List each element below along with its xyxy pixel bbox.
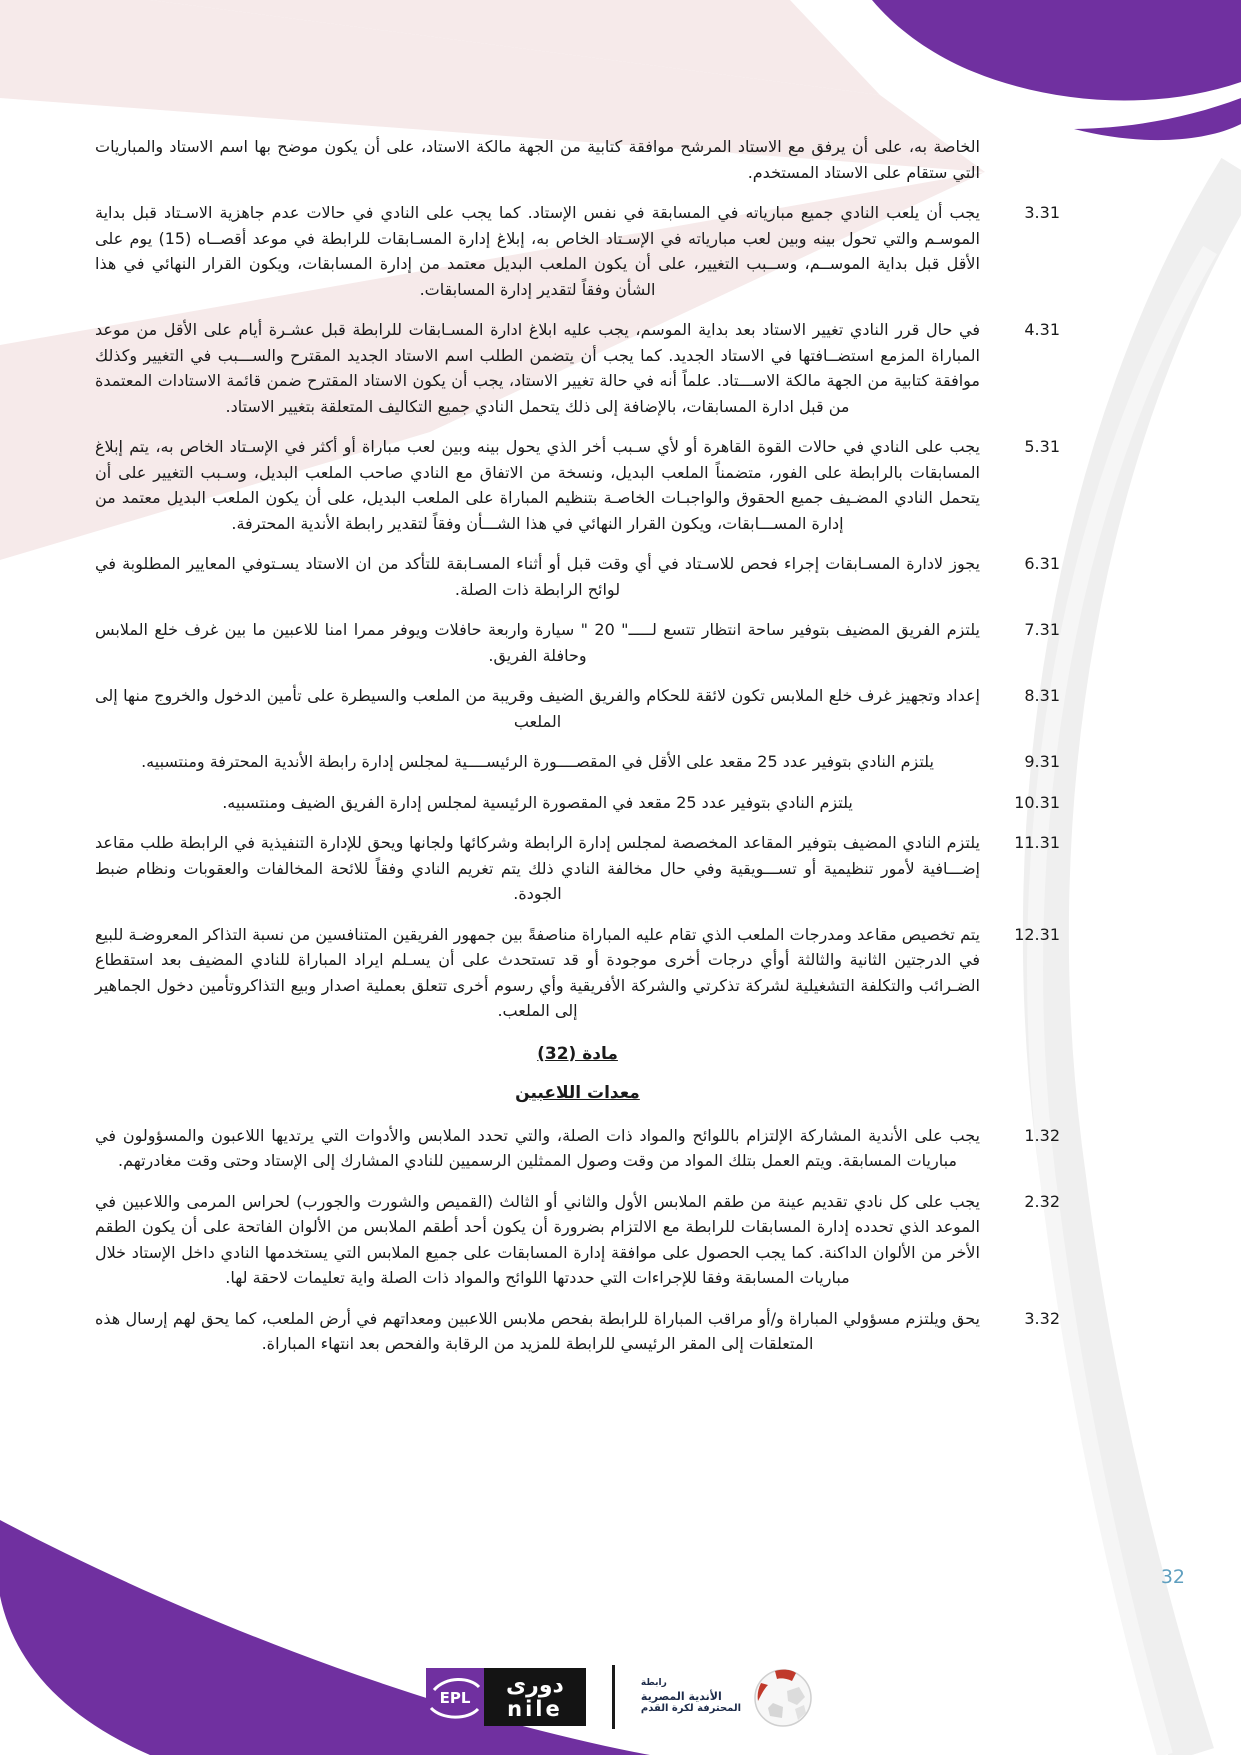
clause-number: 1.32 — [1024, 1125, 1060, 1145]
clause-item — [95, 434, 1060, 536]
clause-text: يلتزم الفريق المضيف بتوفير ساحة انتظار تتسع لـــــ" 20 " سيارة واربعة حافلات ويوفر ممرا امنا للاعبين ما بين غرف خلع الملابس وحافلة الفريق. — [95, 620, 981, 665]
clause-text: يتم تخصيص مقاعد ومدرجات الملعب الذي تقام عليه المباراة مناصفةً بين جمهور الفريقين المتنافسين من نسبة التذاكر المعروضـة للبيع في الدرجتين الثانية والثالثة أوأي درجات أخرى موجودة أو قد تستحدث على أن يسـلم ايراد المباراة للنادي المضيف بعد استقطاع الضـرائب والتكلفة التشغيلية لشركة تذكرتي والشركة الأفريقية وأي رسوم أخرى تتعلق بعملية اصدار وبيع التذاكروتأمين دخول الجماهير إلى الملعب. — [95, 924, 980, 1020]
clause-item — [95, 1189, 1060, 1291]
footer-logos — [0, 1665, 1241, 1729]
epl-crest-icon — [426, 1668, 484, 1726]
intro-paragraph: الخاصة به، على أن يرفق مع الاستاد المرشح موافقة كتابية من الجهة مالكة الاستاد، على أن يكون موضح بها اسم الاستاد والمباريات التي ستقام على الاستاد المستخدم. — [95, 137, 980, 182]
football-icon — [751, 1665, 815, 1729]
association-name-line1: رابطة — [640, 1678, 667, 1689]
league-word-arabic: دورى — [506, 1672, 564, 1698]
clause-text: إعداد وتجهيز غرف خلع الملابس تكون لائقة للحكام والفريق الضيف وقريبة من الملعب والسيطرة على تأمين الدخول والخروج منها إلى الملعب — [95, 686, 980, 731]
purple-top-right-shape — [872, 0, 1241, 140]
association-name — [641, 1678, 741, 1716]
article-32-subheading: معدات اللاعبين — [515, 1083, 640, 1103]
clause-number: 7.31 — [1024, 620, 1060, 639]
clause-item — [95, 830, 1060, 907]
clause-number: 5.31 — [1024, 437, 1060, 456]
clause-text: يلتزم النادي المضيف بتوفير المقاعد المخصصة لمجلس إدارة الرابطة وشركائها ولجانها ويحق للإدارة التنفيذية في الرابطة طلب مقاعد إضـــافية لأمور تنظيمية أو تســـويقية وفي حال مخالفة النادي ذلك يتم تغريم النادي وفقاً للائحة المخالفات والعقوبات ونظام ضبط الجودة. — [95, 833, 980, 903]
doury-nile-wordmark — [484, 1668, 586, 1726]
association-name-line2: الأندية المصرية — [640, 1689, 722, 1703]
clause-number: 3.32 — [1024, 1308, 1060, 1328]
clause-text: يلتزم النادي بتوفير عدد 25 مقعد في المقصورة الرئيسية لمجلس إدارة الفريق الضيف ومنتسبيه. — [222, 792, 853, 812]
clause-item — [95, 749, 1060, 775]
clause-item — [95, 317, 1060, 419]
clause-text: يجوز لادارة المسـابقات إجراء فحص للاسـتاد في أي وقت قبل أو أثناء المسـابقة للتأكد من ان الاستاد يسـتوفي المعايير المطلوبة في لوائح الرابطة ذات الصلة. — [95, 554, 980, 599]
clause-text: يحق ويلتزم مسؤولي المباراة و/أو مراقب المباراة للرابطة بفحص ملابس اللاعبين ومعداتهم في أرض الملعب، كما يحق لهم إرسال هذه المتعلقات إلى المقر الرئيسي للرابطة للمزيد من الرقابة والفحص بعد انتهاء المباراة. — [95, 1308, 980, 1353]
clause-number: 11.31 — [1014, 833, 1060, 852]
gray-ribbon-shape — [1035, 170, 1241, 1755]
epl-badge-text: EPL — [439, 1689, 471, 1707]
clause-item — [95, 617, 1060, 668]
clause-text: في حال قرر النادي تغيير الاستاد بعد بداية الموسم، يجب عليه ابلاغ ادارة المسـابقات للرابطة قبل عشـرة أيام على الأقل من موعد المباراة المزمع استضــافتها في الاستاد الجديد. كما يجب أن يتضمن الطلب اسم الاستاد الجديد المقترح والســـبب في التغيير وكذلك موافقة كتابية من الجهة مالكة الاســـتاد. علماً أنه في حالة تغيير الاستاد، يجب أن يكون الاستاد المقترح ضمن قائمة الاستادات المعتمدة من قبل ادارة المسابقات، بالإضافة إلى ذلك يتحمل النادي جميع التكاليف المتعلقة بتغيير الاستاد. — [95, 320, 980, 416]
clause-item — [95, 1123, 1060, 1174]
clause-text: يجب أن يلعب النادي جميع مبارياته في المسابقة في نفس الإستاد. كما يجب على النادي في حالات عدم جاهزية الاسـتاد قبل بداية الموسـم والتي تحول بينه وبين لعب مبارياته في الإسـتاد الخاص به، إبلاغ إدارة المسـابقات للرابطة في موعد أقصــاه (15) يوم على الأقل قبل بداية الموســم، وســبب التغيير، على أن يكون الملعب البديل معتمد من إدارة المسابقات، ويكون القرار النهائي في هذا الشأن وفقاً لتقدير إدارة المسابقات. — [95, 203, 980, 299]
clause-item — [95, 551, 1060, 602]
clause-item — [95, 1306, 1060, 1357]
clause-number: 4.31 — [1024, 320, 1060, 339]
clause-item — [95, 790, 1060, 816]
clause-number: 9.31 — [1024, 752, 1060, 771]
clause-number: 6.31 — [1024, 554, 1060, 573]
clause-item — [95, 922, 1060, 1024]
clause-text: يجب على الأندية المشاركة الإلتزام باللوائح والمواد ذات الصلة، والتي تحدد الملابس والأدوات التي يرتديها اللاعبون والمسؤولون في مباريات المسابقة. ويتم العمل بتلك المواد من وقت وصول الممثلين الرسميين للنادي المشارك إلى الإستاد وحتى وقت مغادرتهم. — [95, 1125, 980, 1170]
clause-text: يجب على النادي في حالات القوة القاهرة أو لأي سـبب أخر الذي يحول بينه وبين لعب مباراة أو أكثر في الإسـتاد الخاص به، يتم إبلاغ المسابقات بالرابطة على الفور، متضمناً الملعب البديل، ونسخة من الاتفاق مع النادي صاحب الملعب البديل، وسـبب التغيير على أن يتحمل النادي المضـيف جميع الحقوق والواجبـات الخاصـة بتنظيم المباراة على الملعب البديل، على أن يكون الملعب البديل معتمد من إدارة المســـابقات، ويكون القرار النهائي في هذا الشـــأن وفقاً لتقدير رابطة الأندية المحترفة. — [95, 437, 980, 533]
page-number: 32 — [1160, 1566, 1185, 1588]
clause-text: يلتزم النادي بتوفير عدد 25 مقعد على الأقل في المقصــــورة الرئيســــية لمجلس إدارة رابطة الأندية المحترفة ومنتسبيه. — [141, 752, 934, 771]
page-content — [95, 134, 1060, 1372]
league-word-latin: nile — [507, 1696, 563, 1721]
clause-number: 2.32 — [1024, 1191, 1060, 1211]
epl-nile-league-logo — [426, 1668, 586, 1726]
article-32-list — [95, 1123, 1060, 1357]
article-31-list — [95, 200, 1060, 1024]
article-32-heading: مادة (32) — [537, 1043, 618, 1064]
clause-text: يجب على كل نادي تقديم عينة من طقم الملابس الأول والثاني أو الثالث (القميص والشورت والجورب) لحراس المرمى واللاعبين في الموعد الذي تحدده إدارة المسابقات للرابطة مع الالتزام بضرورة أن يكون أحد أطقم الملابس من الألوان الفاتحة على أن يكون الطقم الأخر من الألوان الداكنة. كما يجب الحصول على موافقة إدارة المسابقات على جميع الملابس التي يستخدمها النادي داخل الإستاد خلال مباريات المسابقة وفقا للإجراءات التي حددتها اللوائح والمواد ذات الصلة واية تعليمات لاحقة لها. — [95, 1191, 980, 1287]
clause-number: 10.31 — [1014, 792, 1060, 812]
clause-number: 3.31 — [1024, 203, 1060, 222]
pro-clubs-association-logo — [641, 1665, 815, 1729]
clause-item — [95, 200, 1060, 302]
association-name-line3: المحترفة لكرة القدم — [640, 1703, 742, 1715]
clause-item — [95, 683, 1060, 734]
clause-number: 8.31 — [1024, 686, 1060, 705]
footer-divider — [612, 1665, 615, 1729]
clause-number: 12.31 — [1014, 924, 1060, 944]
